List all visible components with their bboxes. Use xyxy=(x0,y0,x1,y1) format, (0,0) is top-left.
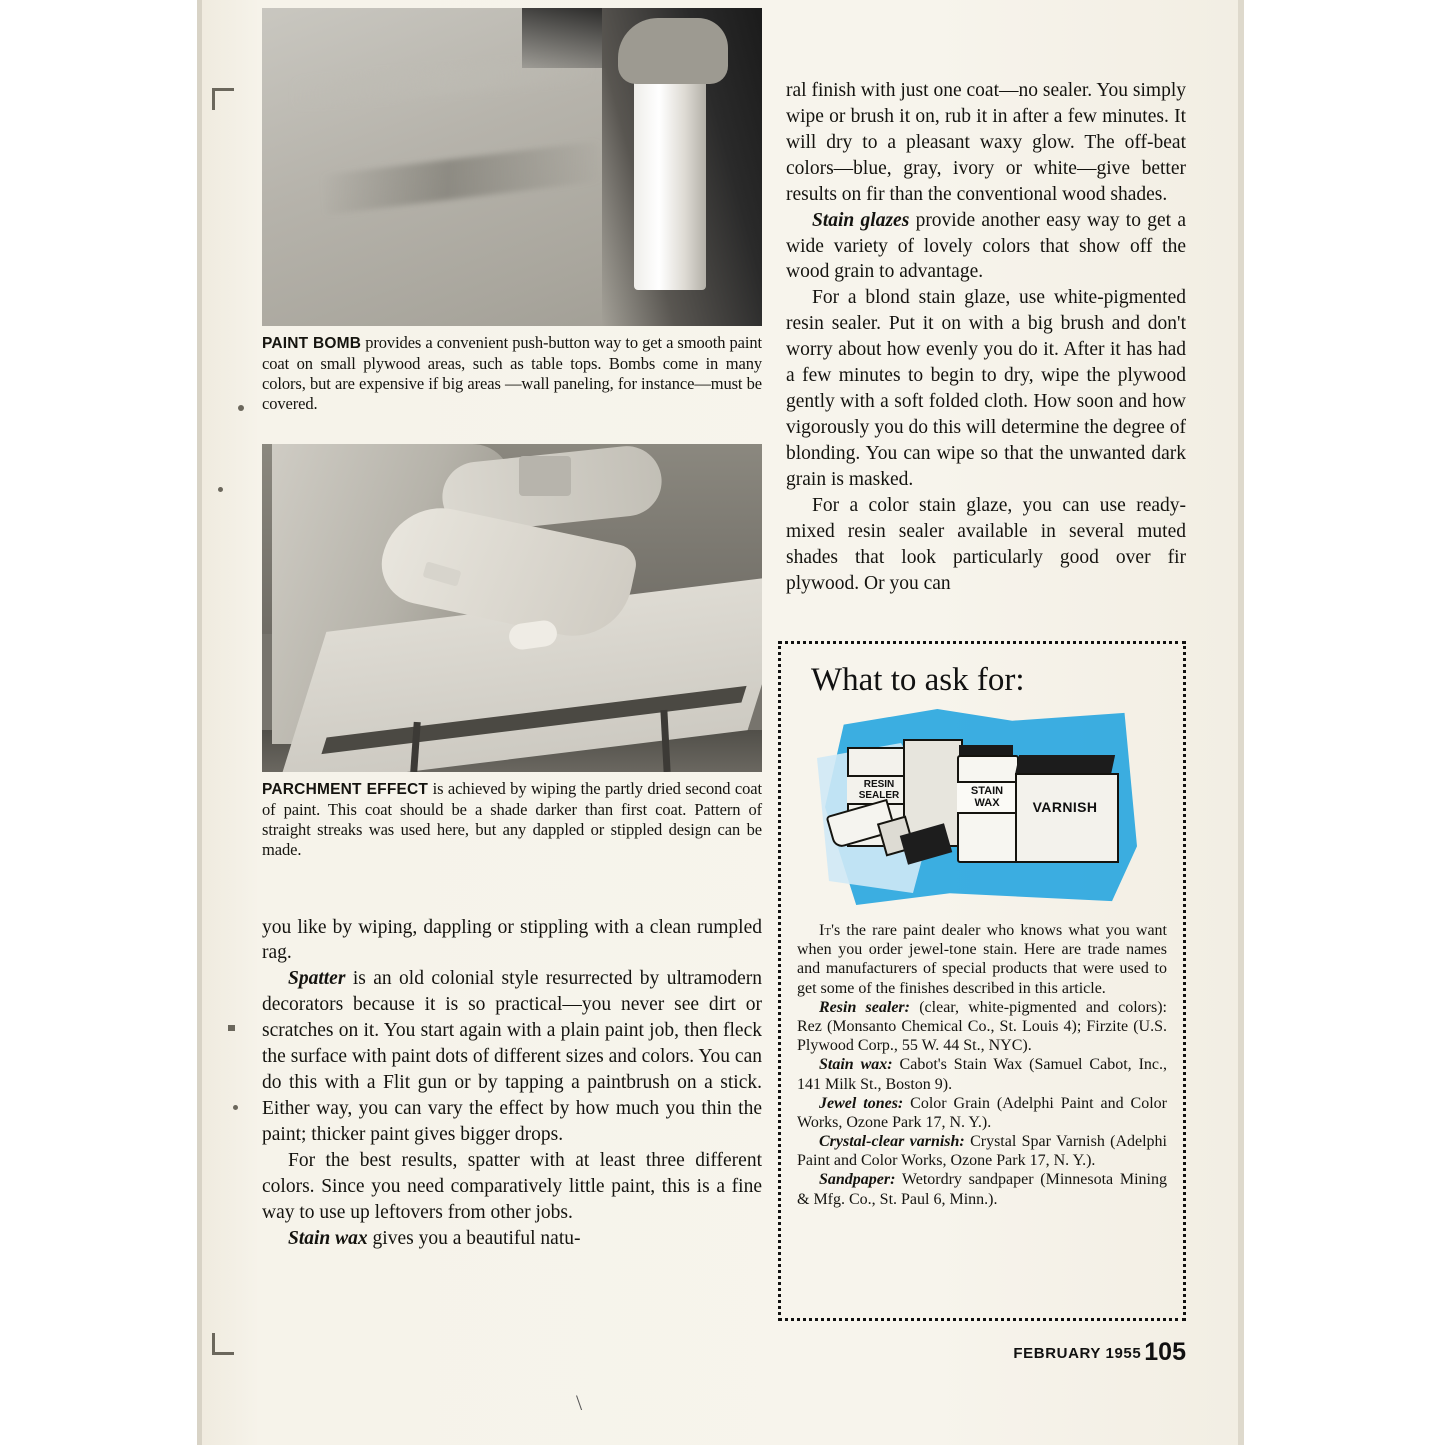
resin-sealer-label: RESIN SEALER xyxy=(847,775,911,805)
paint-bomb-photo xyxy=(262,8,762,326)
varnish-can-lid xyxy=(1015,755,1115,775)
folio-date: FEBRUARY 1955 xyxy=(1013,1345,1142,1362)
ask-term-crystal-clear-varnish: Crystal-clear varnish: xyxy=(819,1133,965,1151)
ask-box-title: What to ask for: xyxy=(811,662,1025,698)
right-paragraph-4: For a color stain glaze, you can use ready-mixed resin sealer available in several muted shades that look particularly good over fir plywood. Or you can xyxy=(786,494,1186,594)
left-paragraph-2-text: is an old colonial style resurrected by ultramodern decorators because it is so practical—you never see dirt or scratches on it. You start again with a plain paint job, then fleck the surface with paint dots of different sizes and colors. You can do this with a Flit gun or by tapping a paintbrush on a stick. Either way, you can vary the effect by how much you thin the paint; thicker paint gives bigger drops. xyxy=(262,968,762,1145)
ask-entry-crystal-clear-varnish xyxy=(797,1132,1167,1170)
ask-entry-stain-wax xyxy=(797,1055,1167,1093)
page-folio xyxy=(960,1338,1186,1367)
varnish-label: VARNISH xyxy=(1032,799,1098,815)
lead-in-stain-glazes: Stain glazes xyxy=(812,209,910,231)
left-paragraph-4-text: gives you a beautiful natu- xyxy=(367,1227,581,1249)
paint-bomb-caption xyxy=(262,333,762,414)
page-left-edge xyxy=(197,0,202,1445)
caption-lead-parchment: PARCHMENT EFFECT xyxy=(262,781,429,799)
stain-wax-jar xyxy=(957,755,1019,863)
left-paragraph-3: For the best results, spatter with at least three different colors. Since you need comparatively little paint, this is a fine way to use up leftovers from other jobs. xyxy=(262,1149,762,1223)
registration-mark-bottom-vert xyxy=(212,1333,215,1355)
ask-box-intro xyxy=(797,921,1167,998)
right-column xyxy=(786,78,1186,596)
spacer-between-figures xyxy=(262,414,762,444)
ask-entry-jewel-tones xyxy=(797,1094,1167,1132)
left-paragraph-2 xyxy=(262,966,762,1147)
left-column xyxy=(262,8,762,1252)
lead-in-stain-wax: Stain wax xyxy=(288,1227,368,1249)
right-column-body xyxy=(786,78,1186,596)
registration-mark-top xyxy=(212,88,234,91)
registration-mark-top-vert xyxy=(212,88,215,110)
scan-speck-d xyxy=(233,1105,238,1110)
left-paragraph-1: you like by wiping, dappling or stippling with a clean rumpled rag. xyxy=(262,916,762,964)
right-paragraph-2 xyxy=(786,208,1186,286)
caption-lead-paint-bomb: PAINT BOMB xyxy=(262,335,362,352)
ask-box-text xyxy=(793,921,1171,1209)
hand-holding-can xyxy=(618,18,728,84)
parchment-effect-photo xyxy=(262,444,762,772)
caption-body-parchment: is achieved by wiping the partly dried second coat of paint. This coat should be a shade darker than first coat. Pattern of straight streaks was used here, but any dappled or stippled design can be made. xyxy=(262,779,762,860)
scan-speck-b xyxy=(218,487,223,492)
left-paragraph-4 xyxy=(262,1226,762,1252)
ask-box-intro-smallcap: It xyxy=(819,922,832,939)
folio-page-number: 105 xyxy=(1144,1338,1186,1366)
right-paragraph-2-text: provide another easy way to get a wide variety of lovely colors that show off the wood grain to advantage. xyxy=(786,209,1186,283)
ask-desc-jewel-tones: Color Grain (Adelphi Paint and Color Works, Ozone Park 17, N. Y.). xyxy=(797,1094,1167,1131)
scan-speck-a xyxy=(238,405,244,411)
ask-desc-sandpaper: Wetordry sandpaper (Minnesota Mining & Mfg. Co., St. Paul 6, Minn.). xyxy=(797,1171,1167,1208)
ask-term-stain-wax: Stain wax: xyxy=(819,1056,893,1074)
registration-mark-bottom xyxy=(212,1352,234,1355)
ask-entry-resin-sealer xyxy=(797,998,1167,1056)
page-right-edge xyxy=(1238,0,1244,1445)
ask-term-sandpaper: Sandpaper: xyxy=(819,1171,896,1189)
ask-desc-stain-wax: Cabot's Stain Wax (Samuel Cabot, Inc., 141 Milk St., Boston 9). xyxy=(797,1056,1168,1093)
lead-in-spatter: Spatter xyxy=(288,968,346,990)
what-to-ask-for-box xyxy=(778,641,1186,1321)
stray-pen-mark: \ xyxy=(576,1390,583,1415)
right-paragraph-3: For a blond stain glaze, use white-pigmented resin sealer. Put it on with a big brush and don't worry about how evenly you do it. After it has had a few minutes to begin to dry, wipe the plywood gently with a soft folded cloth. How soon and how vigorously you do this will determine the degree of blonding. You can wipe so that the unwanted dark grain is masked. xyxy=(786,287,1186,490)
ask-box-intro-rest: 's the rare paint dealer who knows what you want when you order jewel-tone stain. Here are trade names and manufacturers of special products that were used to get some of the finishes described in this article. xyxy=(797,922,1167,997)
paint-cup xyxy=(519,456,571,496)
stain-wax-label: STAIN WAX xyxy=(957,781,1017,814)
scan-speck-c xyxy=(228,1025,235,1031)
ask-desc-crystal-clear-varnish: Crystal Spar Varnish (Adelphi Paint and Color Works, Ozone Park 17, N. Y.). xyxy=(797,1133,1168,1170)
ask-box-illustration xyxy=(817,703,1147,913)
spray-can xyxy=(634,60,706,290)
varnish-can xyxy=(1015,773,1119,863)
ask-desc-resin-sealer: (clear, white-pigmented and colors): Rez (Monsanto Chemical Co., St. Louis 4); Firzite (U.S. Plywood Corp., 55 W. 44 St., NYC). xyxy=(797,998,1168,1055)
ask-entry-sandpaper xyxy=(797,1170,1167,1208)
paint-brush xyxy=(829,807,949,863)
parchment-effect-caption xyxy=(262,779,762,860)
caption-body-paint-bomb: provides a convenient push-button way to get a smooth paint coat on small plywood areas, such as table tops. Bombs come in many colors, but are expensive if big areas —wall paneling, for instance—must be covered. xyxy=(262,333,762,414)
left-column-body xyxy=(262,915,762,1252)
ask-term-jewel-tones: Jewel tones: xyxy=(819,1094,904,1112)
right-paragraph-1: ral finish with just one coat—no sealer. You simply wipe or brush it on, rub it in after a few minutes. It will dry to a pleasant waxy glow. The off-beat colors—blue, gray, ivory or white—give better results on fir than the conventional wood shades. xyxy=(786,80,1186,205)
ask-term-resin-sealer: Resin sealer: xyxy=(819,998,910,1016)
